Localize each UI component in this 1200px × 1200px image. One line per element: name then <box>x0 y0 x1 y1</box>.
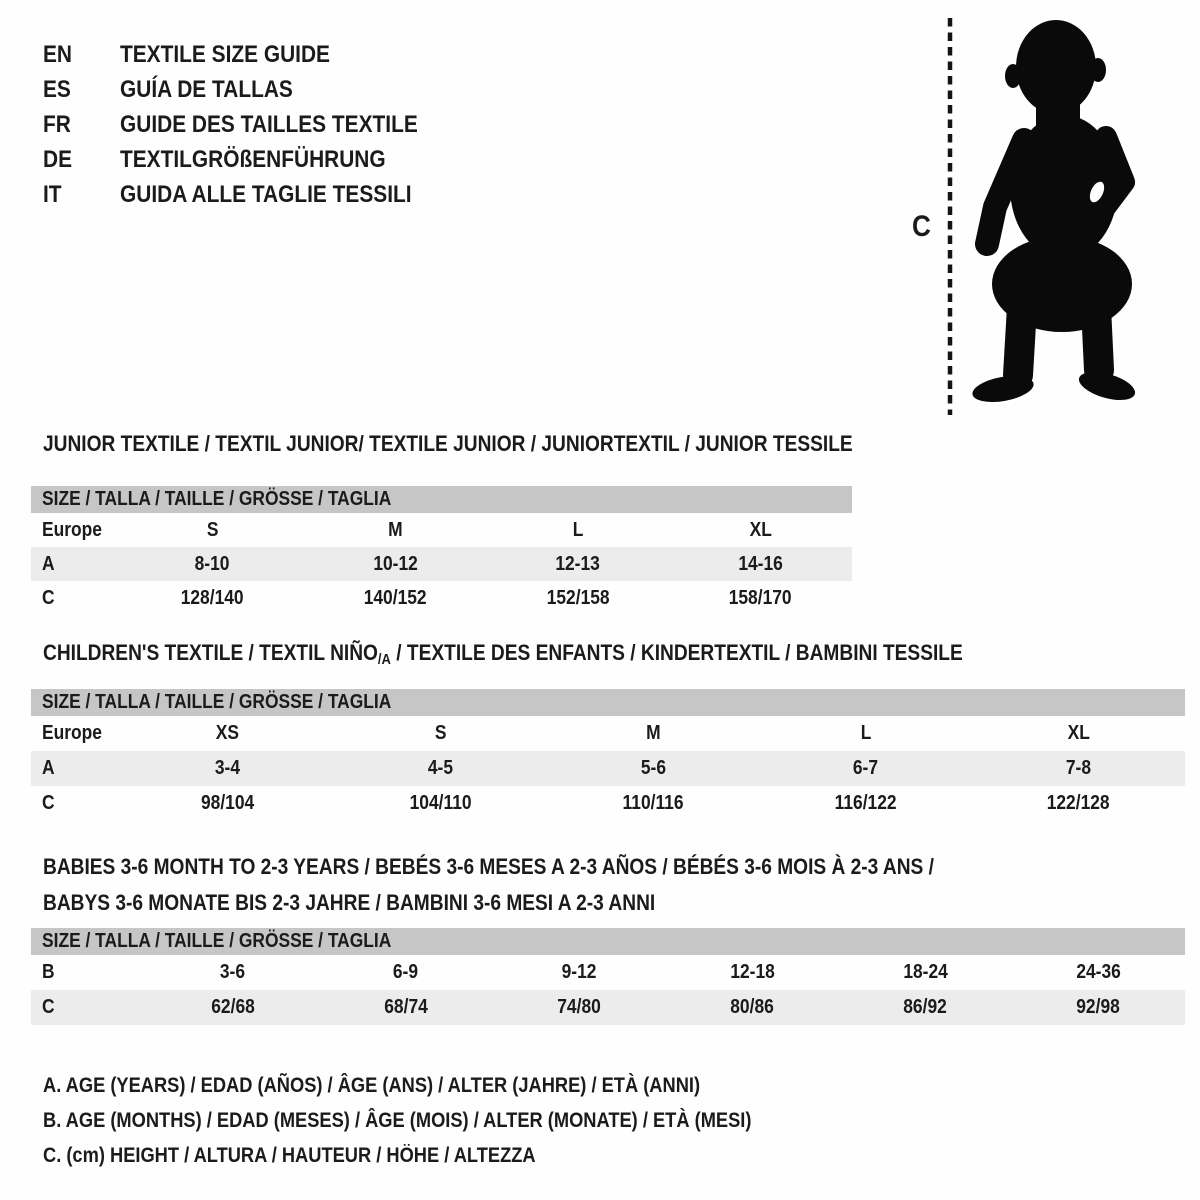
table-row <box>31 716 1185 751</box>
size-value-cell: 116/122 <box>834 792 897 814</box>
row-label-cell: A <box>42 757 55 779</box>
children-size-table <box>31 689 1185 821</box>
row-label-cell: C <box>42 587 55 609</box>
lang-code: EN <box>43 41 73 68</box>
size-value-cell: 86/92 <box>903 996 948 1018</box>
babies-section-title <box>43 849 1067 921</box>
table-row <box>31 990 1185 1025</box>
size-value-cell: M <box>387 519 403 541</box>
table-row <box>31 751 1185 786</box>
lang-row-de <box>43 142 462 177</box>
size-header-text: SIZE / TALLA / TAILLE / GRÖSSE / TAGLIA <box>42 691 392 713</box>
row-label-cell: Europe <box>42 722 102 744</box>
size-value-cell: 5-6 <box>640 757 666 779</box>
size-value-cell: 3-6 <box>220 961 246 983</box>
size-value-cell: 12-18 <box>729 961 775 983</box>
size-value-cell: 3-4 <box>214 757 240 779</box>
table-row <box>31 547 852 581</box>
lang-code: FR <box>43 111 71 138</box>
size-value-cell: 7-8 <box>1066 757 1092 779</box>
lang-row-it <box>43 177 462 212</box>
toddler-figure <box>900 12 1155 422</box>
lang-code: IT <box>43 181 62 208</box>
size-value-cell: 10-12 <box>372 553 418 575</box>
size-value-cell: 152/158 <box>546 587 610 609</box>
size-value-cell: S <box>434 722 446 744</box>
size-value-cell: 62/68 <box>210 996 255 1018</box>
size-value-cell: 140/152 <box>363 587 427 609</box>
lang-title: TEXTILE SIZE GUIDE <box>120 41 330 68</box>
height-measure-letter: C <box>912 210 931 243</box>
lang-title: GUIDA ALLE TAGLIE TESSILI <box>120 181 412 208</box>
size-value-cell: 6-9 <box>393 961 419 983</box>
note-a: A. AGE (YEARS) / EDAD (AÑOS) / ÂGE (ANS) / ALTER (JAHRE) / ETÀ (ANNI) <box>43 1074 701 1097</box>
language-title-list <box>43 37 462 212</box>
toddler-silhouette-icon <box>970 20 1138 406</box>
row-label-cell: C <box>42 792 55 814</box>
children-title-text: CHILDREN'S TEXTILE / TEXTIL NIÑO/A / TEXTILE DES ENFANTS / KINDERTEXTIL / BAMBINI TESSILE <box>43 640 963 668</box>
size-value-cell: 9-12 <box>561 961 597 983</box>
children-table-body <box>31 716 1185 821</box>
junior-table-body <box>31 513 852 615</box>
babies-table-body <box>31 955 1185 1025</box>
size-value-cell: 158/170 <box>729 587 793 609</box>
size-value-cell: 18-24 <box>903 961 948 983</box>
babies-title-line1: BABIES 3-6 MONTH TO 2-3 YEARS / BEBÉS 3-6 MESES A 2-3 AÑOS / BÉBÉS 3-6 MOIS À 2-3 ANS / <box>43 854 934 879</box>
table-row <box>31 786 1185 821</box>
junior-size-table <box>31 486 852 615</box>
children-section-title <box>43 641 1100 672</box>
row-label-cell: Europe <box>42 519 102 541</box>
row-label-cell: B <box>42 961 55 983</box>
size-value-cell: XL <box>1067 722 1090 744</box>
size-value-cell: L <box>860 722 872 744</box>
size-value-cell: 24-36 <box>1076 961 1121 983</box>
size-header-text: SIZE / TALLA / TAILLE / GRÖSSE / TAGLIA <box>42 930 392 952</box>
size-value-cell: 14-16 <box>738 553 783 575</box>
size-value-cell: 12-13 <box>555 553 601 575</box>
size-value-cell: S <box>206 519 219 541</box>
row-label-cell: C <box>42 996 55 1018</box>
lang-row-fr <box>43 107 462 142</box>
size-value-cell: 110/116 <box>622 792 684 814</box>
size-value-cell: M <box>645 722 661 744</box>
junior-section-title <box>43 432 974 456</box>
size-header-bar <box>31 689 1185 716</box>
nino-a-subscript: /A <box>377 651 391 668</box>
babies-size-table <box>31 928 1185 1025</box>
size-value-cell: 80/86 <box>730 996 774 1018</box>
lang-row-es <box>43 72 462 107</box>
lang-title: GUÍA DE TALLAS <box>120 76 293 103</box>
size-value-cell: XL <box>749 519 772 541</box>
size-value-cell: 104/110 <box>409 792 472 814</box>
size-value-cell: 8-10 <box>194 553 230 575</box>
size-header-bar <box>31 486 852 513</box>
note-b: B. AGE (MONTHS) / EDAD (MESES) / ÂGE (MOIS) / ALTER (MONATE) / ETÀ (MESI) <box>43 1109 752 1132</box>
lang-row-en <box>43 37 462 72</box>
size-value-cell: 92/98 <box>1076 996 1121 1018</box>
lang-code: DE <box>43 146 73 173</box>
babies-title-line2: BABYS 3-6 MONATE BIS 2-3 JAHRE / BAMBINI 3-6 MESI A 2-3 ANNI <box>43 890 656 915</box>
lang-title: GUIDE DES TAILLES TEXTILE <box>120 111 418 138</box>
size-value-cell: 98/104 <box>200 792 255 814</box>
row-label-cell: A <box>42 553 55 575</box>
size-value-cell: L <box>572 519 584 541</box>
size-value-cell: 4-5 <box>427 757 453 779</box>
table-row <box>31 581 852 615</box>
note-c: C. (cm) HEIGHT / ALTURA / HAUTEUR / HÖHE / ALTEZZA <box>43 1144 536 1167</box>
table-row <box>31 955 1185 990</box>
size-header-text: SIZE / TALLA / TAILLE / GRÖSSE / TAGLIA <box>42 488 392 510</box>
size-value-cell: XS <box>215 722 239 744</box>
lang-title: TEXTILGRÖßENFÜHRUNG <box>120 146 386 173</box>
size-value-cell: 122/128 <box>1047 792 1111 814</box>
junior-title-text: JUNIOR TEXTILE / TEXTIL JUNIOR/ TEXTILE JUNIOR / JUNIORTEXTIL / JUNIOR TESSILE <box>43 431 853 456</box>
size-value-cell: 68/74 <box>383 996 428 1018</box>
legend-notes <box>43 1068 857 1173</box>
size-header-bar <box>31 928 1185 955</box>
size-value-cell: 128/140 <box>180 587 244 609</box>
size-value-cell: 6-7 <box>853 757 879 779</box>
size-value-cell: 74/80 <box>557 996 601 1018</box>
lang-code: ES <box>43 76 71 103</box>
table-row <box>31 513 852 547</box>
